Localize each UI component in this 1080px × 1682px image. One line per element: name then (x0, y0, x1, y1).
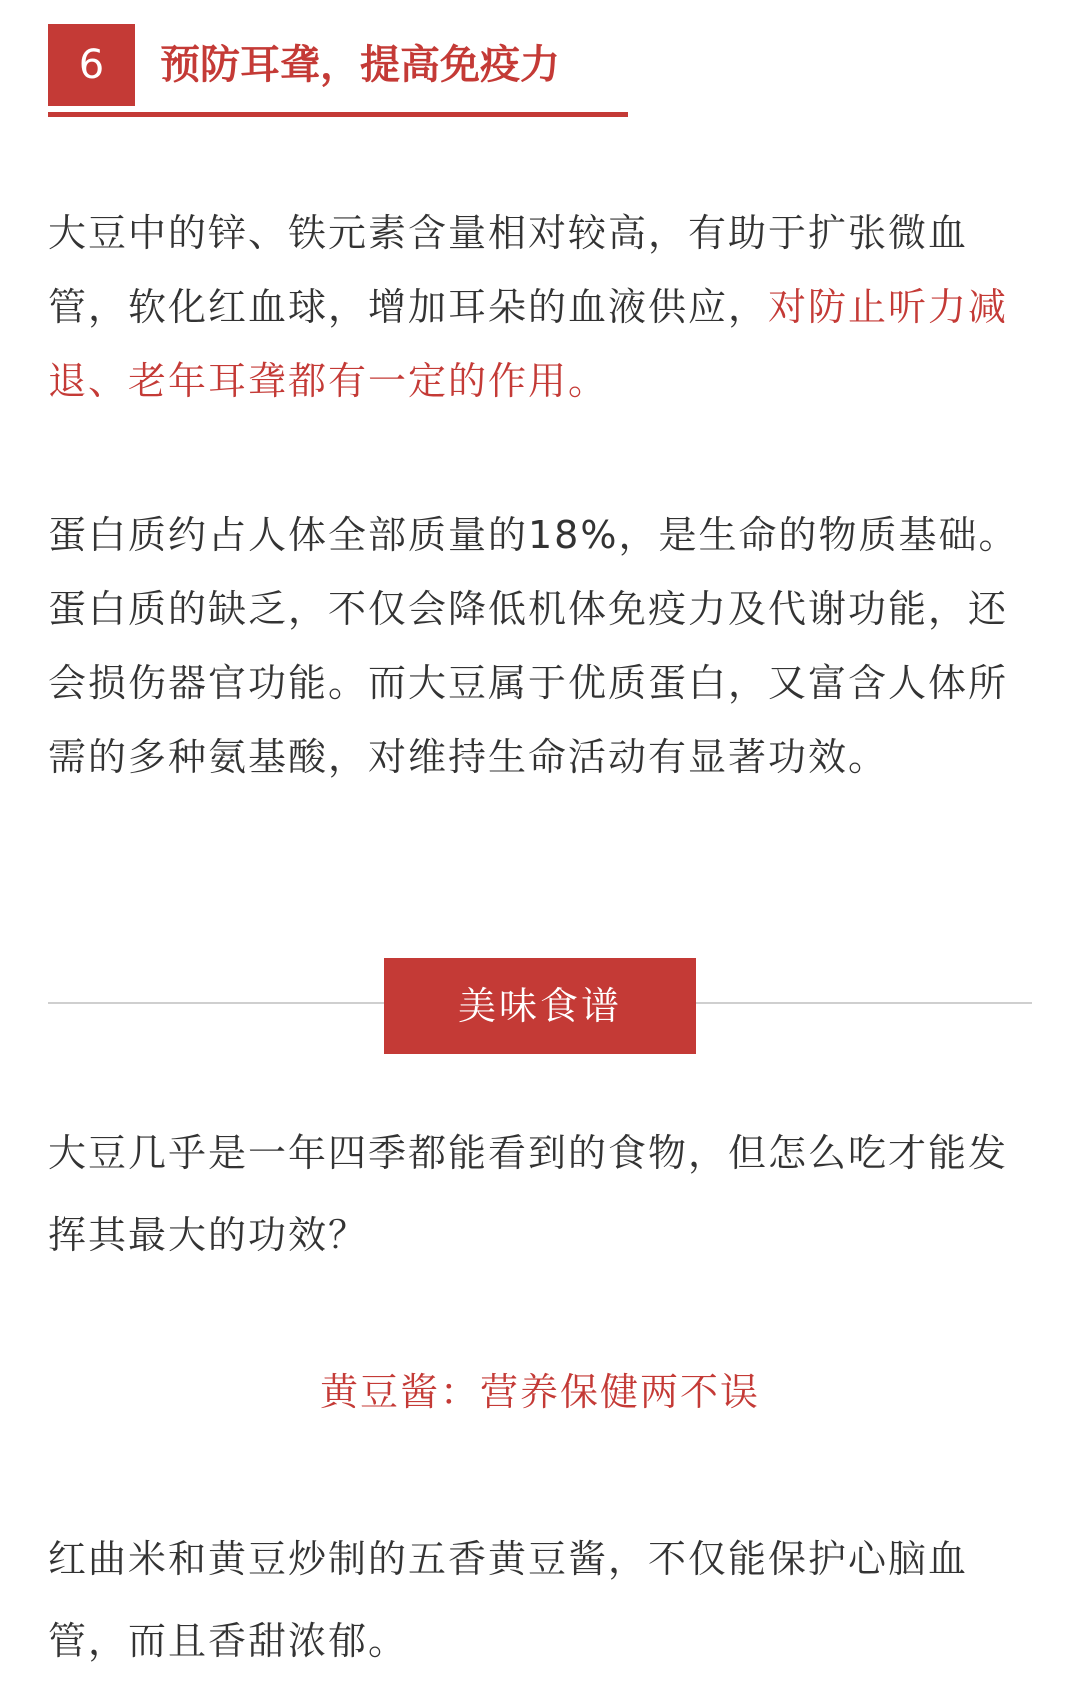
section-title: 预防耳聋，提高免疫力 (160, 42, 560, 88)
recipe-subheading: 黄豆酱：营养保健两不误 (319, 1370, 760, 1414)
paragraph-text: 大豆中的锌、铁元素含量相对较高，有助于扩张微血管，软化红血球，增加耳朵的血液供应， (48, 211, 969, 329)
highlighted-text: 对防止听力减退、老年耳聋都有一定的作用。 (48, 285, 1009, 403)
recipe-intro: 大豆几乎是一年四季都能看到的食物，但怎么吃才能发挥其最大的功效？ (48, 1131, 1009, 1257)
recipe-body: 红曲米和黄豆炒制的五香黄豆酱，不仅能保护心脑血管，而且香甜浓郁。 (48, 1537, 969, 1663)
section-underline (48, 112, 628, 117)
paragraph-zinc-iron (48, 196, 1032, 418)
paragraph-protein: 蛋白质约占人体全部质量的18%，是生命的物质基础。蛋白质的缺乏，不仅会降低机体免疫力及代谢功能，还会损伤器官功能。而大豆属于优质蛋白，又富含人体所需的多种氨基酸，对维持生命活动有显著功效。 (48, 513, 1019, 779)
section-header (48, 24, 628, 120)
recipe-section-label: 美味食谱 (384, 958, 696, 1054)
section-number-badge: 6 (48, 24, 135, 106)
